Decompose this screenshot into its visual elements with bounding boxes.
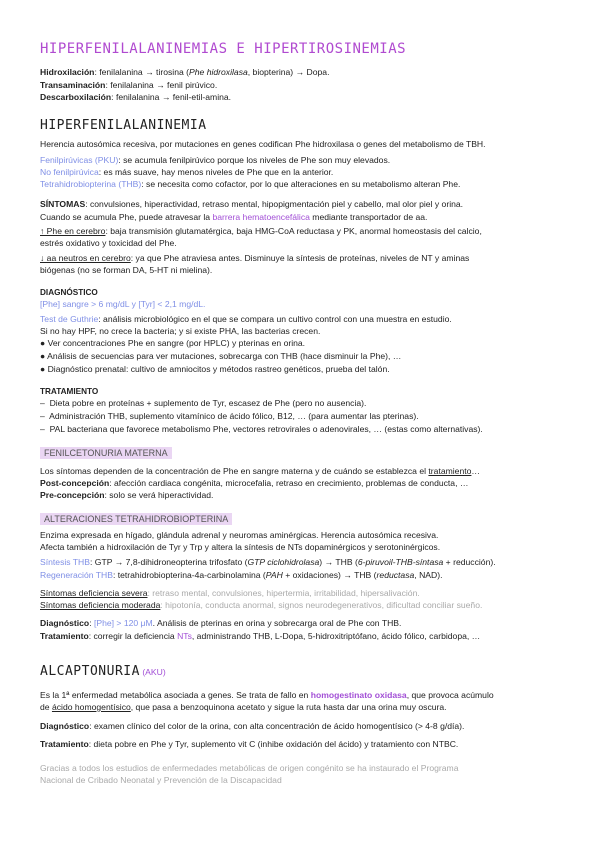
intro-line-3: Descarboxilación: fenilalanina → fenil-etil-amina. [40,92,232,102]
diagnostico-heading: DIAGNÓSTICO [40,288,98,297]
tratamiento-heading: TRATAMIENTO [40,387,99,396]
guthrie-line-2: Si no hay HPF, no crece la bacteria; y si existe PHA, las bacterias crecen. [40,326,321,336]
guthrie-line: Test de Guthrie: análisis microbiológico en el que se compara un cultivo control con una muestra en estudio. [40,314,452,324]
deficiencia-severa: Síntomas deficiencia severa: retraso mental, convulsiones, hipertermia, irritabilidad, hipersalivación. [40,588,420,598]
trat-item-3: – PAL bacteriana que favorece metabolismo Phe, vectores retrovirales o adenovirales, … (estas como alternativas). [40,424,483,434]
intro-line-1: Hidroxilación: fenilalanina → tirosina (Phe hidroxilasa, biopterina) → Dopa. [40,67,330,77]
pre-concepcion: Pre-concepción: solo se verá hiperactividad. [40,490,214,500]
barrera-line: Cuando se acumula Phe, puede atravesar la barrera hematoencefálica mediante transportador de aa. [40,212,428,222]
alter-line-1: Enzima expresada en hígado, glándula adrenal y neuromas aminérgicas. Herencia autosómica recesiva. [40,530,439,540]
alcap-line-1: Es la 1ª enfermedad metabólica asociada a genes. Se trata de fallo en homogestinato oxidasa, que provoca acúmulo [40,690,494,700]
alter-line-2: Afecta también a hidroxilación de Tyr y Trp y altera la síntesis de NTs dopaminérgicos y serotoninérgicos. [40,542,441,552]
alcap-line-2: de ácido homogentísico, que pasa a benzoquinona acetato y sigue la ruta hasta dar una orina muy oscura. [40,702,447,712]
alcap-diagnostico: Diagnóstico: examen clínico del color de la orina, con alta concentración de ácido homogentísico (> 4-8 g/día). [40,721,465,731]
hiper-description: Herencia autosómica recesiva, por mutaciones en genes codifican Phe hidroxilasa o genes del metabolismo de TBH. [40,139,486,149]
intro-line-2: Transaminación: fenilalanina → fenil pirúvico. [40,80,218,90]
tratamiento-thb: Tratamiento: corregir la deficiencia NTs, administrando THB, L-Dopa, 5-hidroxitriptófano, ácido fólico, carbidopa, … [40,631,481,641]
diag-bullet-1: ● Ver concentraciones Phe en sangre (por HPLC) y pterinas en orina. [40,338,306,348]
diagnostico-thb: Diagnóstico: [Phe] > 120 μM. Análisis de pterinas en orina y sobrecarga oral de Phe con THB. [40,618,402,628]
diagnostico-criteria: [Phe] sangre > 6 mg/dL y [Tyr] < 2,1 mg/dL. [40,299,206,309]
section-heading-fenilcetonuria: FENILCETONURIA MATERNA [40,448,172,459]
phe-cerebro-line-2: estrés oxidativo y toxicidad del Phe. [40,238,177,248]
trat-item-1: – Dieta pobre en proteínas + suplemento de Tyr, escasez de Phe (pero no ausencia). [40,398,367,408]
footer-line-2: Nacional de Cribado Neonatal y Prevención de la Discapacidad [40,775,282,785]
phe-cerebro-line-1: ↑ Phe en cerebro: baja transmisión glutamatérgica, baja HMG-CoA reductasa y PK, anormal homeostasis del calcio, [40,226,482,236]
footer-line-1: Gracias a todos los estudios de enfermedades metabólicas de origen congénito se ha instaurado el Programa [40,763,459,773]
section-heading-alcaptonuria: ALCAPTONURIA (AKU) [40,664,166,679]
post-concepcion: Post-concepción: afección cardiaca congénita, microcefalia, retraso en crecimiento, problemas de conducta, … [40,478,469,488]
page-title: HIPERFENILALANINEMIAS E HIPERTIROSINEMIAS [40,41,407,57]
sintesis-thb: Síntesis THB: GTP → 7,8-dihidroneopterina trifosfato (GTP ciclohidrolasa) → THB (6-piruvoil-THB-síntasa + reducción). [40,557,496,567]
trat-item-2: – Administración THB, suplemento vitamínico de ácido fólico, B12, … (para aumentar las pterinas). [40,411,419,421]
section-heading-hiperfenilalaninemia: HIPERFENILALANINEMIA [40,118,207,133]
diag-bullet-3: ● Diagnóstico prenatal: cultivo de amniocitos y métodos rastreo genéticos, prueba del talón. [40,364,390,374]
fenil-text: Los síntomas dependen de la concentración de Phe en sangre materna y de cuándo se establezca el tratamiento… [40,466,481,476]
alcap-tratamiento: Tratamiento: dieta pobre en Phe y Tyr, suplemento vit C (inhibe oxidación del ácido) y tratamiento con NTBC. [40,739,459,749]
regeneracion-thb: Regeneración THB: tetrahidrobiopterina-4a-carbinolamina (PAH + oxidaciones) → THB (reductasa, NAD). [40,570,443,580]
aa-cerebro-line-2: biógenas (no se forman DA, 5-HT ni mielina). [40,265,213,275]
aa-cerebro-line-1: ↓ aa neutros en cerebro: ya que Phe atraviesa antes. Disminuye la síntesis de proteínas, niveles de NT y aminas [40,253,470,263]
sintomas: SÍNTOMAS: convulsiones, hiperactividad, retraso mental, hipopigmentación piel y cabello, mal olor piel y orina. [40,199,464,209]
deficiencia-moderada: Síntomas deficiencia moderada: hipotonía, conducta anormal, signos neurodegenerativos, dificultad conciliar sueño. [40,600,483,610]
section-heading-alteraciones: ALTERACIONES TETRAHIDROBIOPTERINA [40,514,232,525]
type-pku: Fenilpirúvicas (PKU): se acumula fenilpirúvico porque los niveles de Phe son muy elevados. [40,155,391,165]
type-thb: Tetrahidrobiopterina (THB): se necesita como cofactor, por lo que alteraciones en su metabolismo alteran Phe. [40,179,461,189]
type-no-fenilpiruvica: No fenilpirúvica: es más suave, hay menos niveles de Phe que en la anterior. [40,167,334,177]
diag-bullet-2: ● Análisis de secuencias para ver mutaciones, sobrecarga con THB (hace disminuir la Phe), … [40,351,402,361]
